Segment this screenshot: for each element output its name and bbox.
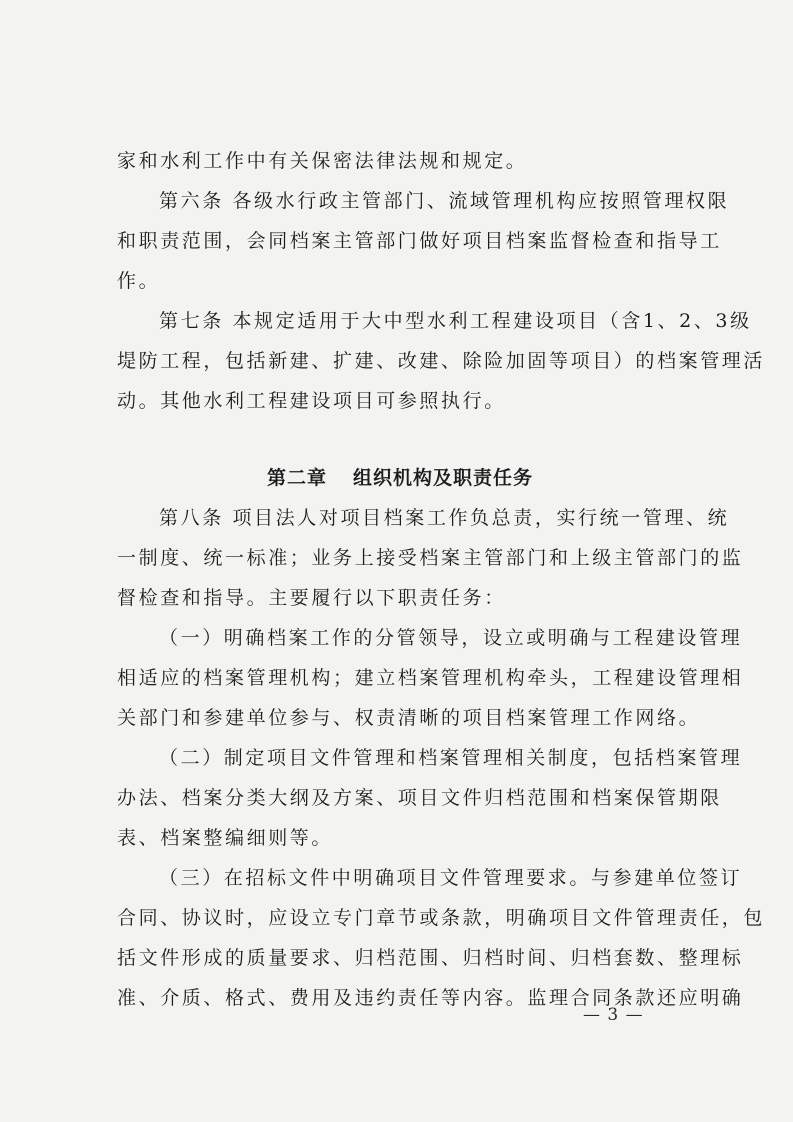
text-line: 第六条 各级水行政主管部门、流域管理机构应按照管理权限 — [159, 190, 730, 212]
text-line: 相适应的档案管理机构；建立档案管理机构牵头，工程建设管理相 — [117, 667, 744, 689]
text-line: 合同、协议时，应设立专门章节或条款，明确项目文件管理责任，包 — [117, 907, 766, 929]
section-gap — [117, 421, 689, 458]
text-line: 关部门和参建单位参与、权责清晰的项目档案管理工作网络。 — [117, 707, 701, 729]
body-text — [117, 141, 766, 1018]
text-line: 表、档案整编细则等。 — [117, 827, 334, 849]
text-line: 准、介质、格式、费用及违约责任等内容。监理合同条款还应明确 — [117, 987, 744, 1009]
paragraphs-top — [117, 141, 766, 421]
text-line: 第七条 本规定适用于大中型水利工程建设项目（含1、2、3级 — [159, 310, 752, 332]
text-line: 堤防工程，包括新建、扩建、改建、除险加固等项目）的档案管理活 — [117, 350, 766, 372]
page-number: — 3 — — [583, 1005, 644, 1025]
text-line: 和职责范围，会同档案主管部门做好项目档案监督检查和指导工 — [117, 230, 722, 252]
paragraphs-bottom — [117, 498, 766, 1018]
text-line: （一）明确档案工作的分管领导，设立或明确与工程建设管理 — [159, 627, 743, 649]
text-line: 第八条 项目法人对项目档案工作负总责，实行统一管理、统 — [159, 507, 730, 529]
text-line: 一制度、统一标准；业务上接受档案主管部门和上级主管部门的监 — [117, 547, 744, 569]
chapter-heading — [117, 458, 689, 498]
text-line: 作。 — [117, 270, 161, 292]
chapter-number: 第二章 — [267, 467, 328, 489]
text-line: 督检查和指导。主要履行以下职责任务： — [117, 587, 506, 609]
text-line: 动。其他水利工程建设项目可参照执行。 — [117, 390, 506, 412]
text-line: 家和水利工作中有关保密法律法规和规定。 — [117, 150, 528, 172]
text-line: 括文件形成的质量要求、归档范围、归档时间、归档套数、整理标 — [117, 947, 744, 969]
text-line: （三）在招标文件中明确项目文件管理要求。与参建单位签订 — [159, 867, 743, 889]
text-line: （二）制定项目文件管理和档案管理相关制度，包括档案管理 — [159, 747, 743, 769]
chapter-title: 组织机构及职责任务 — [353, 467, 534, 489]
text-line: 办法、档案分类大纲及方案、项目文件归档范围和档案保管期限 — [117, 787, 722, 809]
